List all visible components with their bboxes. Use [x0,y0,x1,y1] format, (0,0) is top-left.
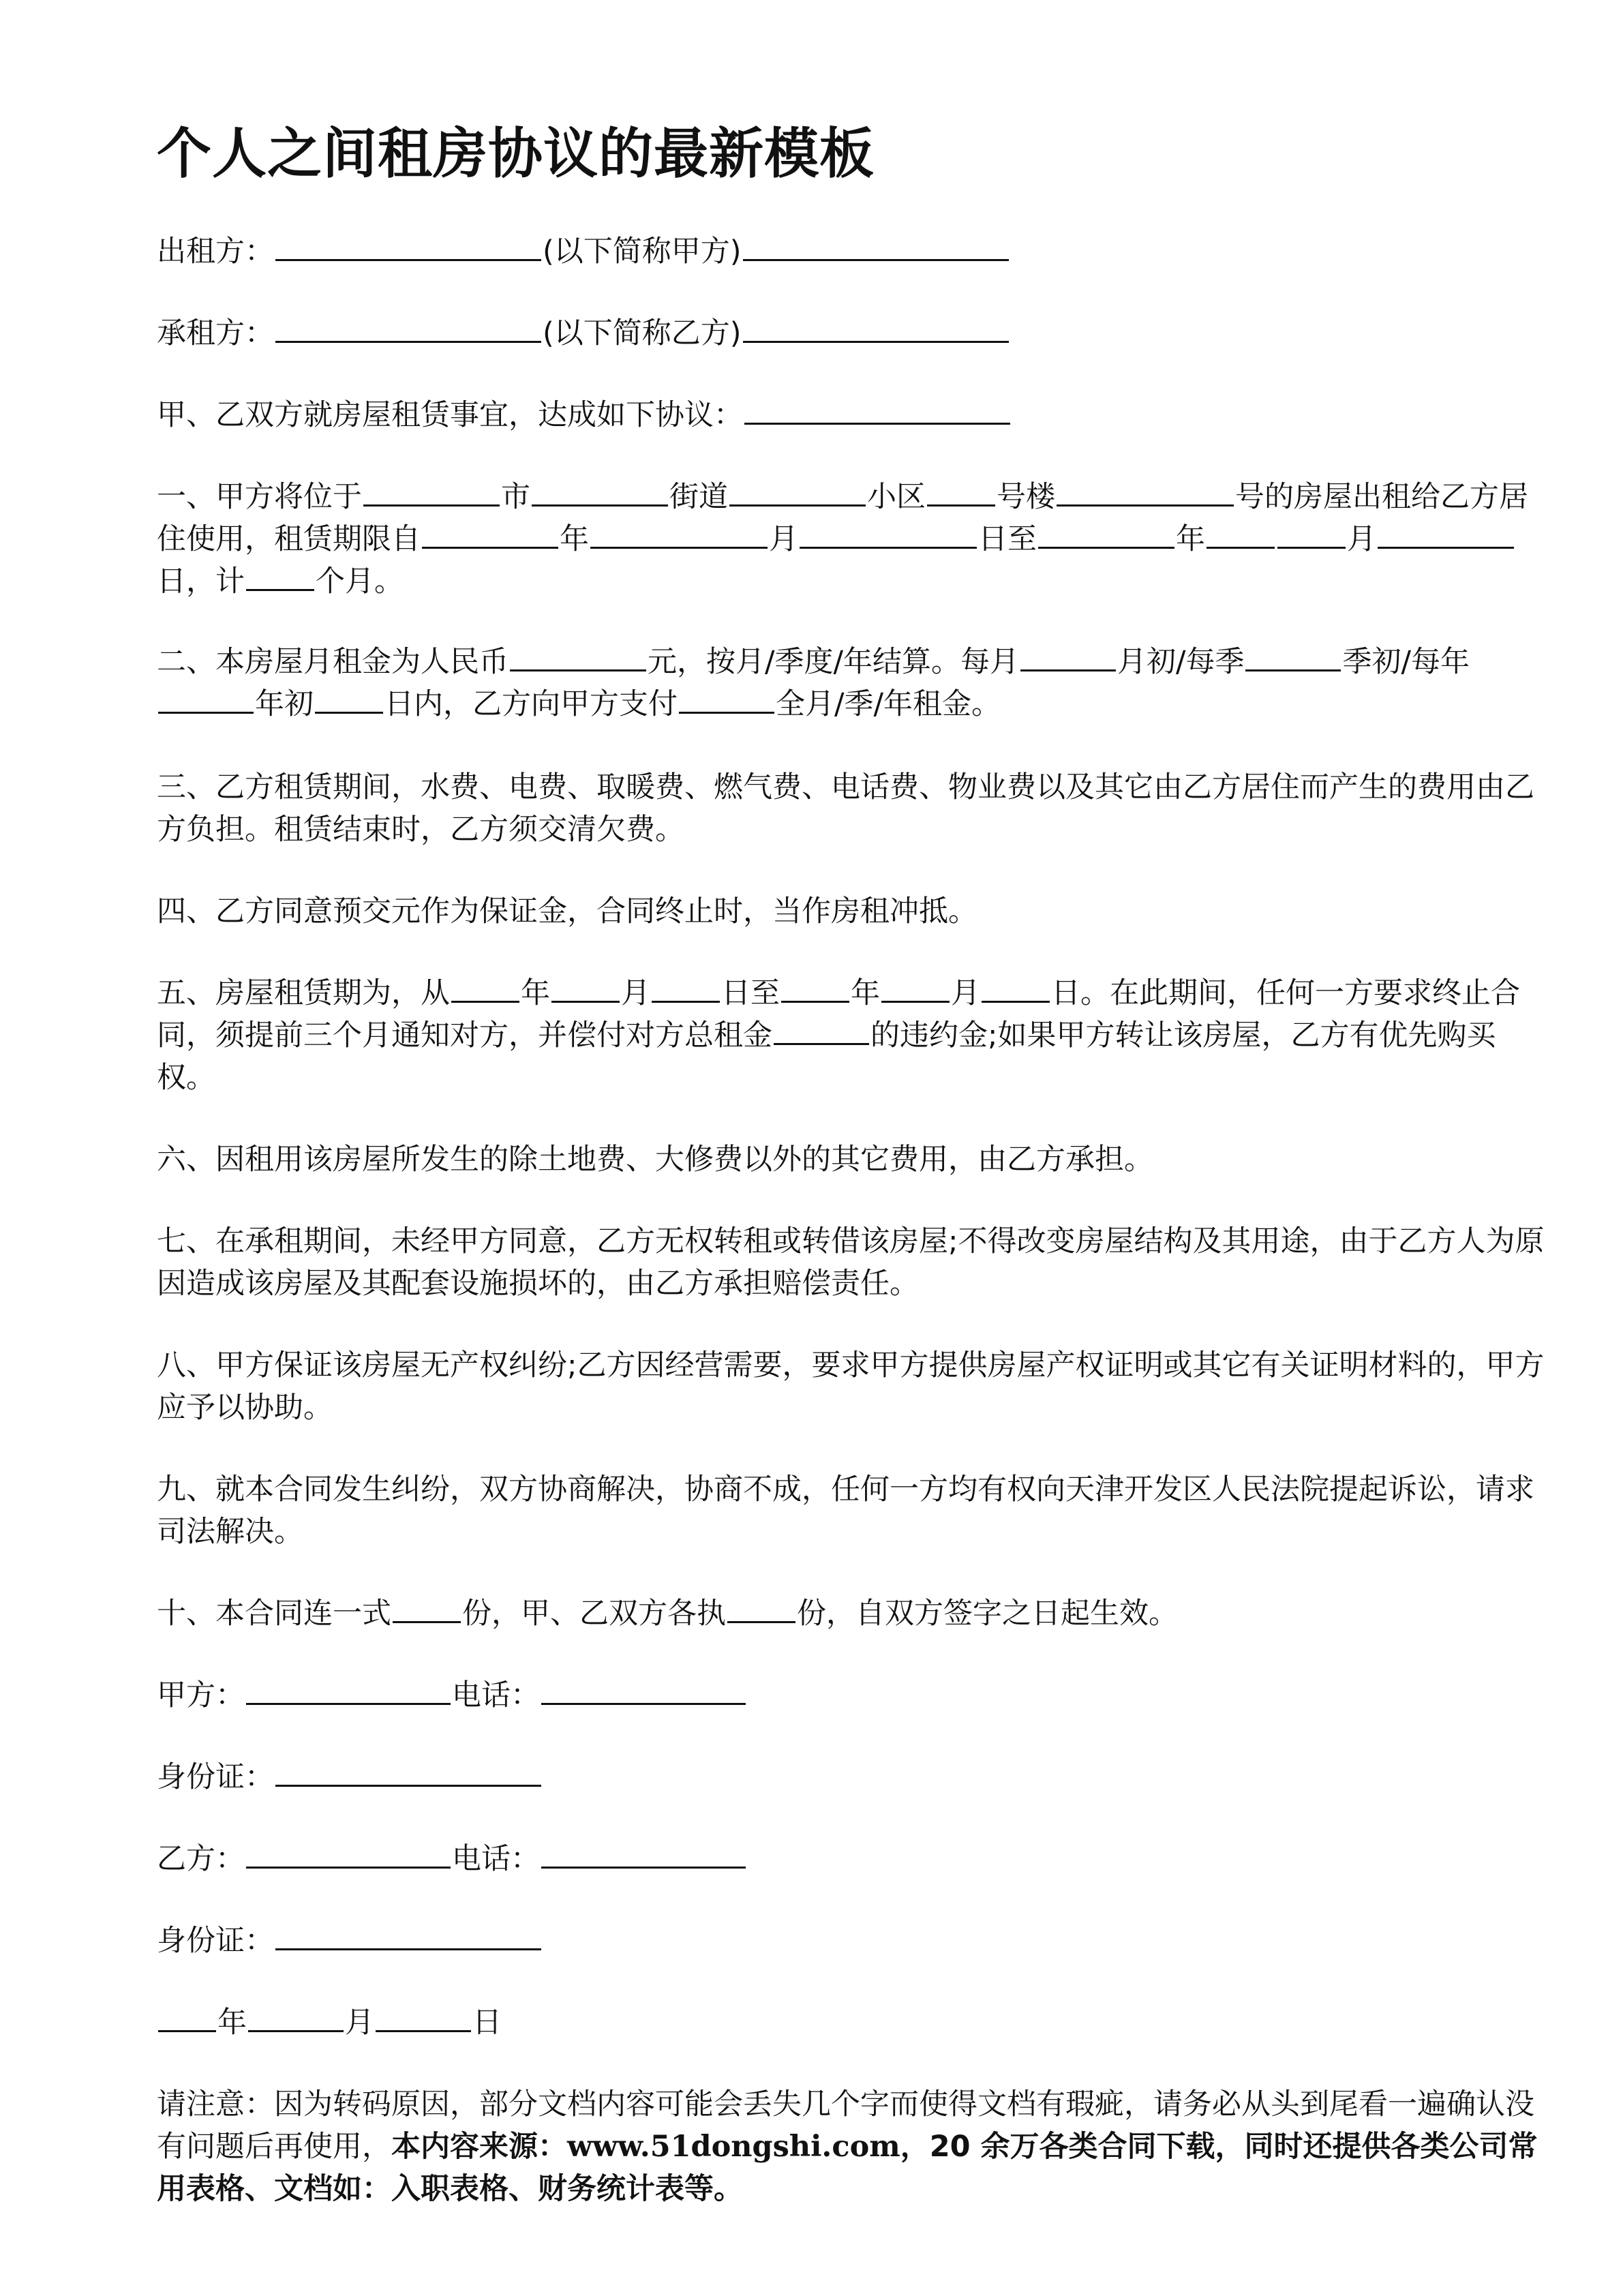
lessee-extra-blank [743,318,1009,343]
from-month-blank [551,978,620,1003]
building-blank [927,481,995,507]
party-b-phone-label: 电话： [452,1842,540,1876]
from-year-blank [451,978,519,1003]
intro-blank [744,399,1010,425]
end-year-blank [1038,524,1174,549]
clause-4: 四、乙方同意预交元作为保证金，合同终止时，当作房租冲抵。 [157,894,977,928]
clause-1 [157,476,1554,603]
lessor-extra-blank [743,236,1009,261]
clause5-text: 的违约金;如果甲方转让该房屋，乙方有优先购买权。 [157,1018,1496,1095]
clause10-text: 十、本合同连一式 [157,1597,391,1631]
street-blank [532,481,668,507]
party-a-phone-label: 电话： [452,1678,540,1712]
year-label: 年 [851,976,880,1010]
year-label: 年 [1176,522,1205,556]
clause-10 [157,1592,1554,1635]
end-month-blank-2 [1277,524,1346,549]
party-a-sign-blank [246,1680,451,1705]
street-label: 街道 [669,480,728,514]
room-label: 号的房屋出租给乙方居住使用，租赁期限自 [157,480,1528,556]
sign-month-blank [248,2007,344,2032]
clause10-text: 份，自双方签字之日起生效。 [797,1597,1178,1631]
clause5-text: 五、房屋租赁期为，从 [157,976,450,1010]
lessee-name-blank [275,318,541,343]
pay-day-blank [315,689,383,714]
start-day-blank [800,524,977,549]
start-month-blank [590,524,768,549]
month-label: 月 [951,976,980,1010]
clause-7: 七、在承租期间，未经甲方同意，乙方无权转租或转借该房屋;不得改变房屋结构及其用途，由于乙方人为原因造成该房屋及其配套设施损坏的，由乙方承担赔偿责任。 [157,1224,1545,1301]
clause-2 [157,641,1554,725]
end-month-blank [1207,524,1275,549]
clause2-text: 全月/季/年租金。 [776,687,1001,721]
party-a-id-blank [275,1762,541,1787]
day-calc-label: 日，计 [157,564,245,599]
clause-6: 六、因租用该房屋所发生的除土地费、大修费以外的其它费用，由乙方承担。 [157,1143,1153,1177]
clause5-text: 日。在此期间，任何一方要求终止合同，须提前三个月通知对方，并偿付对方总租金 [157,976,1520,1053]
from-day-blank [652,978,720,1003]
community-label: 小区 [867,480,926,514]
month-label: 月 [769,522,798,556]
building-label: 号楼 [997,480,1055,514]
day-to-label: 日至 [721,976,780,1010]
party-a-phone-blank [541,1680,746,1705]
party-b-label: 乙方： [157,1842,245,1876]
room-blank [1057,481,1234,507]
year-label: 年 [521,976,550,1010]
lessee-label: 承租方： [157,316,274,350]
clause2-text: 二、本房屋月租金为人民币 [157,645,509,679]
clause2-text: 元，按月/季度/年结算。每月 [648,645,1019,679]
clause-3: 三、乙方租赁期间，水费、电费、取暖费、燃气费、电话费、物业费以及其它由乙方居住而产生的费用由乙方负担。租赁结束时，乙方须交清欠费。 [157,770,1534,847]
penalty-blank [774,1020,869,1045]
page-title: 个人之间租房协议的最新模板 [157,122,875,185]
party-a-id-line [157,1756,1554,1798]
sign-day-label: 日 [472,2006,502,2040]
clause2-text: 季初/每年 [1342,645,1470,679]
city-blank [363,481,500,507]
party-a-id-label: 身份证： [157,1760,274,1794]
party-b-id-label: 身份证： [157,1924,274,1958]
clause2-text: 年初 [255,687,314,721]
clause1-text: 一、甲方将位于 [157,480,362,514]
to-month-blank [881,978,950,1003]
sign-day-blank [376,2007,471,2032]
sign-year-label: 年 [217,2006,247,2040]
copies-blank [393,1598,461,1623]
party-b-id-blank [275,1925,541,1950]
lessor-line [157,230,1554,273]
months-label: 个月。 [316,564,404,599]
date-line [157,2002,1554,2044]
each-copies-blank [727,1598,795,1623]
months-count-blank [246,566,314,591]
notice-bold-text: ，20 余万各类合同下载，同时还提供各类公司常用表格、文档如：入职表格、财务统计表等。 [157,2130,1538,2206]
monthly-blank [1020,646,1116,671]
to-day-blank [982,978,1050,1003]
lessee-line [157,312,1554,354]
end-day-blank [1378,524,1514,549]
notice-paragraph [157,2083,1554,2210]
to-year-blank [781,978,849,1003]
month-label: 月 [621,976,650,1010]
clause2-text: 日内，乙方向甲方支付 [384,687,678,721]
party-b-line [157,1838,1554,1880]
lessee-suffix: (以下简称乙方) [543,316,742,350]
quarterly-blank [1245,646,1341,671]
lessor-suffix: (以下简称甲方) [543,235,742,269]
lessor-label: 出租方： [157,235,274,269]
clause-5 [157,972,1554,1099]
party-b-id-line [157,1920,1554,1962]
month-label: 月 [1347,522,1376,556]
intro-line [157,394,1554,436]
year-label: 年 [560,522,589,556]
party-b-phone-blank [541,1843,746,1869]
clause2-text: 月初/每季 [1117,645,1245,679]
intro-text: 甲、乙双方就房屋租赁事宜，达成如下协议： [157,398,743,432]
clause-9: 九、就本合同发生纠纷，双方协商解决，协商不成，任何一方均有权向天津开发区人民法院提起诉讼，请求司法解决。 [157,1472,1534,1549]
rent-amount-blank [510,646,646,671]
community-blank [729,481,866,507]
notice-source-label: 本内容来源： [391,2130,567,2164]
lessor-name-blank [275,236,541,261]
city-label: 市 [501,480,530,514]
notice-text: 请注意：因为转码原因，部分文档内容可能会丢失几个字而使得文档有瑕疵，请务必从头到尾看一遍确认没有问题后再使用， [157,2087,1534,2164]
day-to-label: 日至 [978,522,1037,556]
pay-amount-blank [679,689,774,714]
party-a-label: 甲方： [157,1678,245,1712]
notice-source-url[interactable]: www.51dongshi.com [567,2130,900,2164]
clause-8: 八、甲方保证该房屋无产权纠纷;乙方因经营需要，要求甲方提供房屋产权证明或其它有关证明材料的，甲方应予以协助。 [157,1348,1545,1425]
party-b-sign-blank [246,1843,451,1869]
sign-month-label: 月 [345,2006,374,2040]
party-a-line [157,1674,1554,1717]
start-year-blank [422,524,558,549]
clause10-text: 份，甲、乙双方各执 [462,1597,726,1631]
sign-year-blank [158,2007,216,2032]
yearly-blank [158,689,254,714]
